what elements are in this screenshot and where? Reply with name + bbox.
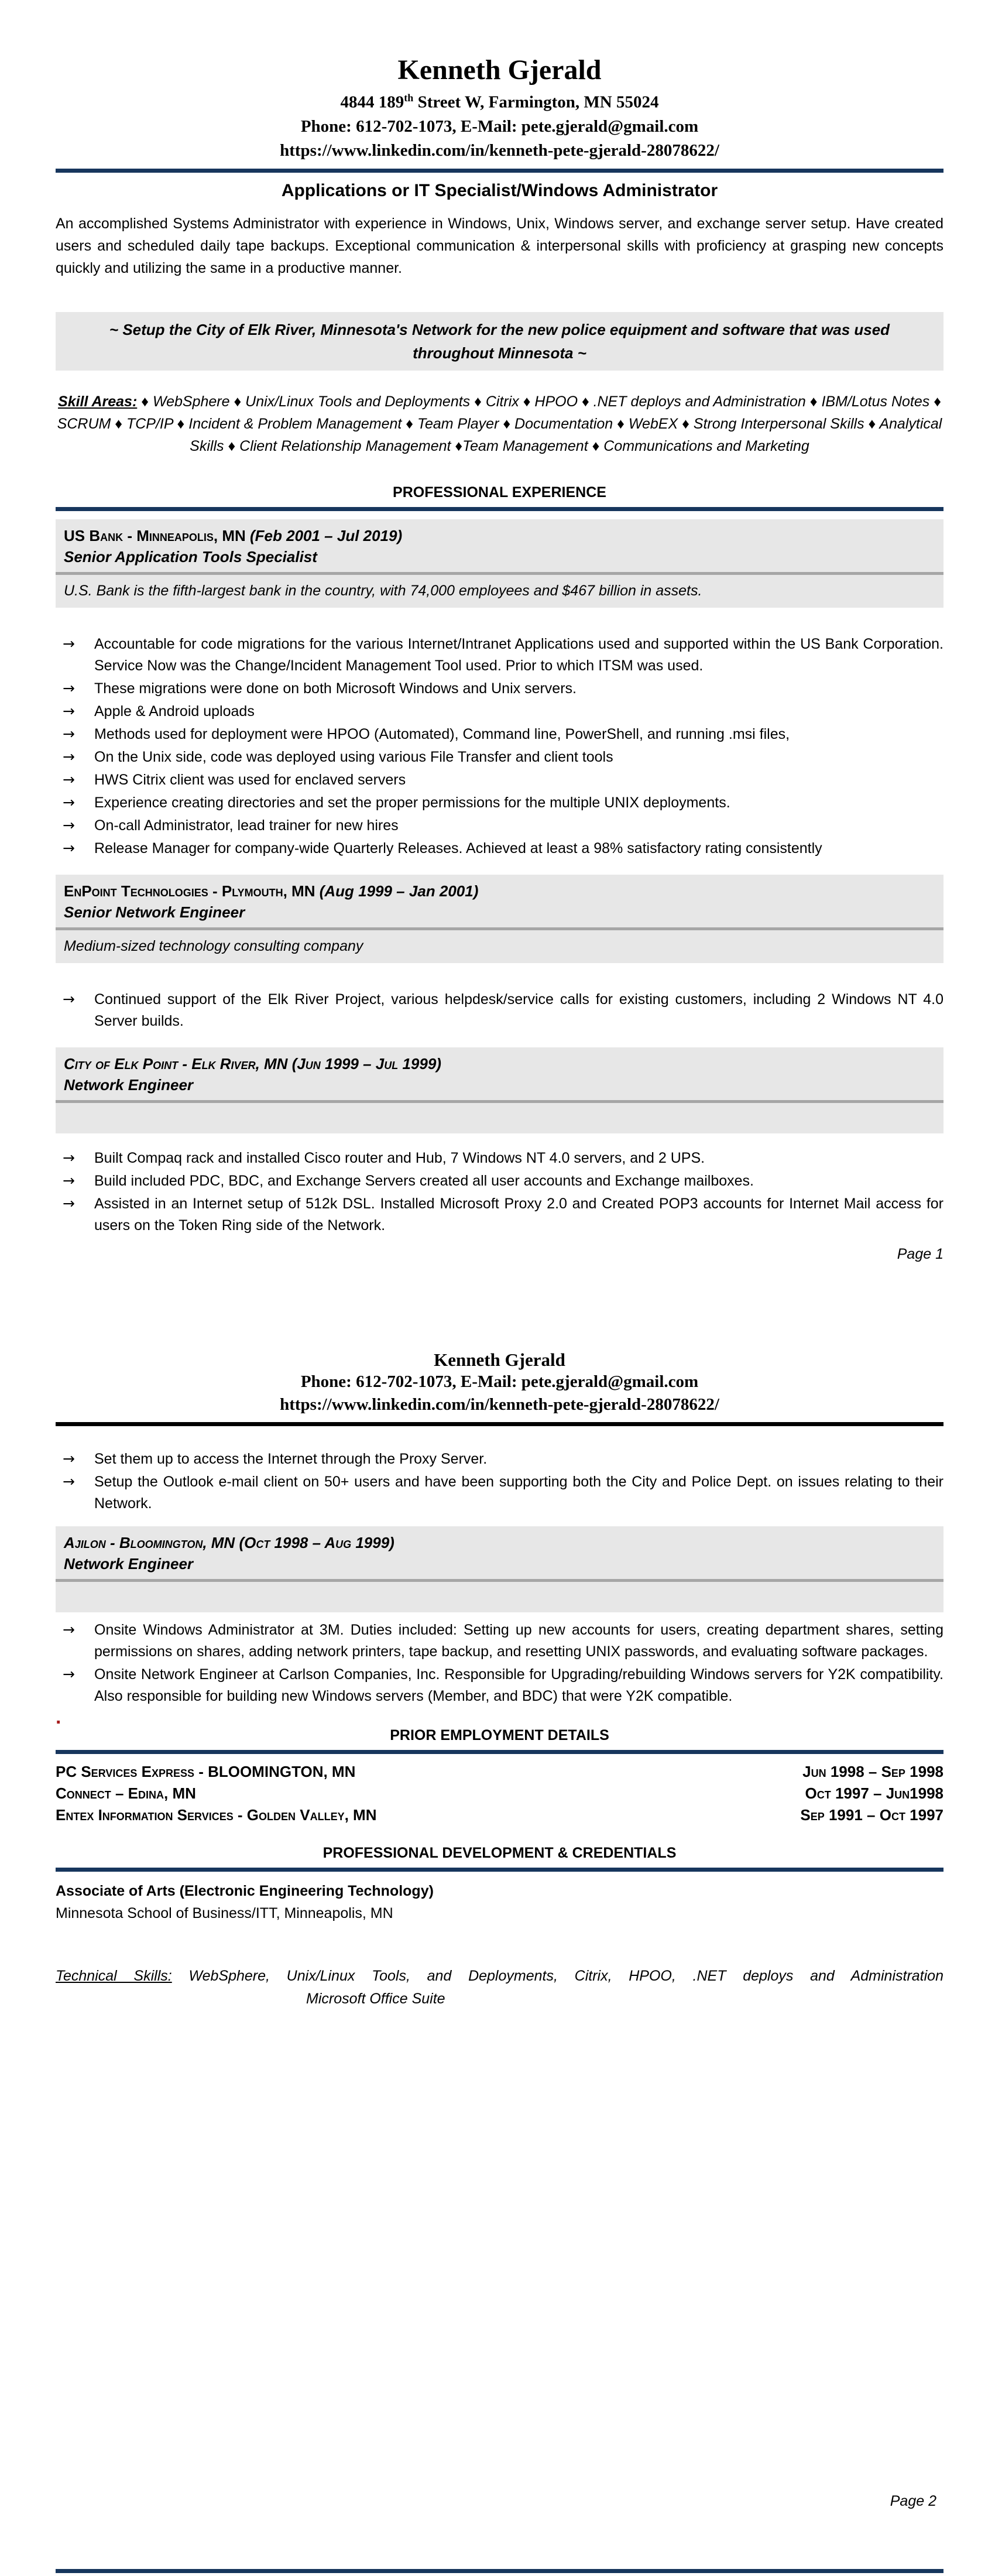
bullet-item [56, 724, 943, 745]
bullet-item [56, 678, 943, 700]
arrow-bullet-icon: → [63, 1194, 75, 1212]
arrow-bullet-icon: → [63, 1472, 75, 1490]
page2-linkedin-line: https://www.linkedin.com/in/kenneth-pete-gjerald-28078622/ [280, 1395, 719, 1414]
bullet-text: Set them up to access the Internet through the Proxy Server. [94, 1450, 488, 1467]
header-rule-navy [56, 169, 943, 173]
prior-row [56, 1804, 943, 1826]
entry-ajilon [56, 1526, 943, 1707]
entry-header-box [56, 519, 943, 608]
page2-footer: Page 2 [890, 2493, 936, 2509]
page1-footer: Page 1 [897, 1245, 943, 1262]
bullet-list [56, 1619, 943, 1707]
technical-skills-line2: Microsoft Office Suite [306, 1990, 445, 2007]
entry-city-of-elk-point [56, 1047, 943, 1236]
arrow-bullet-icon: → [63, 1621, 75, 1638]
stray-red-mark: . [56, 1705, 61, 1728]
page2-name: Kenneth Gjerald [434, 1349, 565, 1370]
arrow-bullet-icon: → [63, 702, 75, 720]
address-number: 4844 189 [340, 93, 404, 112]
entry-enpoint [56, 875, 943, 1032]
bullet-item [56, 1619, 943, 1663]
continuation-bullet-list [56, 1448, 943, 1515]
entry-role: Network Engineer [64, 1554, 194, 1573]
bullet-text: Apple & Android uploads [94, 703, 255, 720]
arrow-bullet-icon: → [63, 839, 75, 857]
arrow-bullet-icon: → [63, 725, 75, 742]
prior-employment-table [56, 1761, 943, 1826]
address-rest: Street W, Farmington, MN 55024 [413, 93, 659, 112]
arrow-bullet-icon: → [63, 1665, 75, 1683]
entry-header-box [56, 875, 943, 963]
bullet-text: Experience creating directories and set the proper permissions for the multiple UNIX deployments. [94, 794, 730, 811]
bottom-rule-navy [56, 2569, 943, 2573]
bullet-text: Release Manager for company-wide Quarterly Releases. Achieved at least a 98% satisfactory rating consistently [94, 840, 822, 857]
bullet-item [56, 769, 943, 791]
prior-dates: Jun 1998 – Sep 1998 [802, 1762, 943, 1780]
address-ordinal-suffix: th [404, 92, 414, 104]
bullet-text: Accountable for code migrations for the various Internet/Intranet Applications used and supported within the US Bank Corporation. Service Now was the Change/Incident Management Tool used. Prior to which ITSM was used. [94, 635, 943, 674]
entry-us-bank [56, 519, 943, 859]
bullet-item [56, 1471, 943, 1515]
arrow-bullet-icon: → [63, 1450, 75, 1467]
summary-paragraph: An accomplished Systems Administrator with experience in Windows, Unix, Windows server, and exchange server setup. Have created users and scheduled daily tape backups. Exceptional communication & interpersonal skills with proficiency at grasping new concepts quickly and utilizing the same in a productive manner. [56, 215, 943, 276]
bullet-text: Onsite Windows Administrator at 3M. Duties included: Setting up new accounts for users, creating department shares, setting permissions on shares, adding network printers, tape backup, and resetting UNIX passwords, and evaluating software packages. [94, 1621, 943, 1660]
bullet-item [56, 1170, 943, 1192]
entry-header [64, 881, 935, 902]
entry-blurb [64, 1103, 935, 1126]
bullet-text: Onsite Network Engineer at Carlson Companies, Inc. Responsible for Upgrading/rebuilding Windows servers for Y2K compatibility. Also responsible for building new Windows servers (Member, and BDC) that were Y2K compatible. [94, 1666, 943, 1704]
entry-dates: (Jun 1999 – Jul 1999) [287, 1054, 441, 1073]
entry-header [64, 1053, 935, 1074]
bullet-text: On the Unix side, code was deployed using various File Transfer and client tools [94, 748, 613, 765]
bullet-item [56, 815, 943, 837]
bullet-item [56, 1147, 943, 1169]
entry-header-box [56, 1047, 943, 1133]
prior-dates: Oct 1997 – Jun1998 [805, 1784, 943, 1802]
bullet-text: Methods used for deployment were HPOO (Automated), Command line, PowerShell, and running .msi files, [94, 725, 790, 742]
prior-row [56, 1761, 943, 1783]
bullet-text: Build included PDC, BDC, and Exchange Servers created all user accounts and Exchange mailboxes. [94, 1172, 754, 1189]
page2-header-rule-black [56, 1422, 943, 1426]
entry-role: Network Engineer [64, 1075, 194, 1094]
prior-company: Connect – Edina, MN [56, 1784, 196, 1802]
entry-role: Senior Network Engineer [64, 903, 245, 921]
entry-header [64, 525, 935, 546]
bullet-text: On-call Administrator, lead trainer for new hires [94, 817, 399, 834]
bullet-item [56, 746, 943, 768]
arrow-bullet-icon: → [63, 748, 75, 765]
prior-rule-navy [56, 1750, 943, 1754]
credentials-rule-navy [56, 1868, 943, 1872]
bullet-item [56, 1448, 943, 1470]
school-line: Minnesota School of Business/ITT, Minneapolis, MN [56, 1904, 393, 1921]
bullet-list [56, 989, 943, 1032]
bullet-item [56, 989, 943, 1032]
prior-row [56, 1783, 943, 1804]
bullet-item [56, 633, 943, 677]
section-heading-professional-experience: PROFESSIONAL EXPERIENCE [393, 484, 606, 501]
arrow-bullet-icon: → [63, 770, 75, 788]
degree-line: Associate of Arts (Electronic Engineering Technology) [56, 1882, 434, 1899]
entry-header-box [56, 1526, 943, 1612]
page1-name: Kenneth Gjerald [397, 54, 602, 85]
technical-skills-label: Technical Skills: [56, 1967, 172, 1984]
highlight-box: ~ Setup the City of Elk River, Minnesota's Network for the new police equipment and software that was used throughout Minnesota ~ [56, 312, 943, 371]
arrow-bullet-icon: → [63, 990, 75, 1008]
bullet-text: Assisted in an Internet setup of 512k DSL. Installed Microsoft Proxy 2.0 and Created POP3 accounts for Internet Mail access for users on the Token Ring side of the Network. [94, 1195, 943, 1234]
company-name: US Bank - Minneapolis, MN [64, 526, 246, 544]
entry-blurb: Medium-sized technology consulting company [64, 937, 363, 954]
prior-dates: Sep 1991 – Oct 1997 [800, 1806, 943, 1824]
linkedin-line: https://www.linkedin.com/in/kenneth-pete-gjerald-28078622/ [280, 141, 719, 160]
bullet-item [56, 838, 943, 859]
entry-dates: (Aug 1999 – Jan 2001) [315, 882, 479, 900]
arrow-bullet-icon: → [63, 1149, 75, 1166]
technical-skills-text: WebSphere, Unix/Linux Tools, and Deployments, Citrix, HPOO, .NET deploys and Administration [171, 1967, 943, 1984]
prior-company: PC Services Express - BLOOMINGTON, MN [56, 1762, 356, 1780]
arrow-bullet-icon: → [63, 679, 75, 697]
prior-company: Entex Information Services - Golden Valley, MN [56, 1806, 377, 1824]
company-name: EnPoint Technologies - Plymouth, MN [64, 882, 315, 900]
section-heading-prior-employment: PRIOR EMPLOYMENT DETAILS [390, 1727, 609, 1743]
bullet-item [56, 1193, 943, 1236]
bullet-item [56, 701, 943, 722]
entry-role: Senior Application Tools Specialist [64, 547, 317, 566]
entry-header [64, 1532, 935, 1553]
technical-skills-line [56, 1965, 943, 1987]
bullet-text: These migrations were done on both Microsoft Windows and Unix servers. [94, 680, 577, 697]
bullet-text: Setup the Outlook e-mail client on 50+ users and have been supporting both the City and Police Dept. on issues relating to their Network. [94, 1473, 943, 1512]
entry-dates: (Oct 1998 – Aug 1999) [235, 1533, 394, 1551]
company-name: City of Elk Point - Elk River, MN [64, 1054, 288, 1073]
entry-blurb: U.S. Bank is the fifth-largest bank in the country, with 74,000 employees and $467 billion in assets. [64, 582, 702, 599]
bullet-text: Built Compaq rack and installed Cisco router and Hub, 7 Windows NT 4.0 servers, and 2 UPS. [94, 1149, 705, 1166]
bullet-list [56, 1147, 943, 1236]
skills-label: Skill Areas: [58, 393, 138, 410]
skills-paragraph [56, 390, 943, 457]
bullet-text: Continued support of the Elk River Project, various helpdesk/service calls for existing customers, including 2 Windows NT 4.0 Server builds. [94, 991, 943, 1029]
entry-blurb [64, 1582, 935, 1605]
skills-text: ♦ WebSphere ♦ Unix/Linux Tools and Deployments ♦ Citrix ♦ HPOO ♦ .NET deploys and Administration ♦ IBM/Lotus Notes ♦ SCRUM ♦ TCP/IP ♦ Incident & Problem Management ♦ Team Player ♦ Documentation ♦ WebEX ♦ Strong Interpersonal Skills ♦ Analytical Skills ♦ Client Relationship Management ♦Team Management ♦ Communications and Marketing [57, 393, 942, 454]
entry-dates: (Feb 2001 – Jul 2019) [245, 526, 403, 544]
bullet-item [56, 1664, 943, 1707]
company-name: Ajilon - Bloomington, MN [64, 1533, 235, 1551]
bullet-item [56, 792, 943, 814]
contact-line: Phone: 612-702-1073, E-Mail: pete.gjerald@gmail.com [300, 117, 699, 136]
bullet-list [56, 633, 943, 859]
resume-title: Applications or IT Specialist/Windows Administrator [281, 180, 718, 200]
arrow-bullet-icon: → [63, 816, 75, 834]
arrow-bullet-icon: → [63, 793, 75, 811]
bullet-text: HWS Citrix client was used for enclaved servers [94, 771, 406, 788]
arrow-bullet-icon: → [63, 635, 75, 652]
section-heading-development-credentials: PROFESSIONAL DEVELOPMENT & CREDENTIALS [322, 1844, 677, 1861]
page2-contact-line: Phone: 612-702-1073, E-Mail: pete.gjerald@gmail.com [300, 1372, 699, 1391]
address-line [56, 86, 943, 115]
section-rule-navy [56, 507, 943, 511]
arrow-bullet-icon: → [63, 1171, 75, 1189]
